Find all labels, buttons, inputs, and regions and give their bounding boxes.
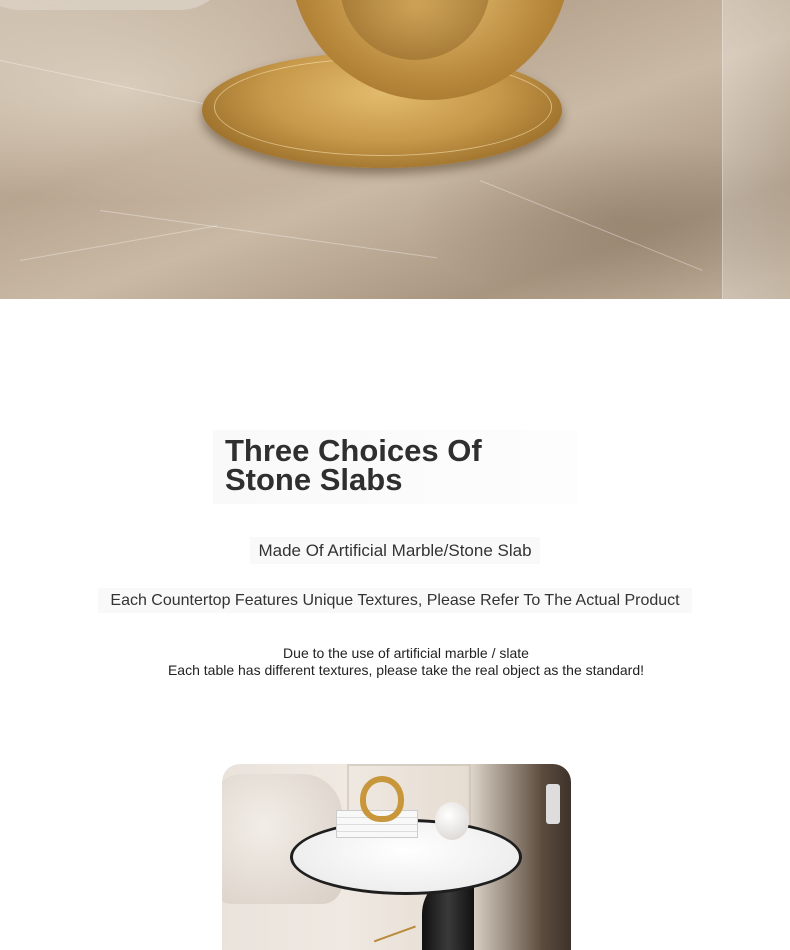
- note-line-1: Due to the use of artificial marble / slate: [283, 645, 529, 661]
- hero-marble-photo: [0, 0, 790, 299]
- note-line-2: Each table has different textures, please take the real object as the standard!: [167, 662, 645, 678]
- product-photo: [222, 764, 571, 950]
- texture-tagline: [0, 592, 790, 610]
- section-title: [225, 433, 565, 497]
- gold-sculpture: [360, 776, 404, 822]
- white-vase: [435, 802, 469, 840]
- subtitle-text: Made Of Artificial Marble/Stone Slab: [250, 537, 539, 564]
- wall-panel: [722, 0, 790, 299]
- title-line-2: Stone Slabs: [225, 462, 403, 497]
- sofa-edge: [0, 0, 230, 10]
- marble-vein: [100, 210, 437, 258]
- marble-vein: [20, 225, 217, 261]
- title-line-1: Three Choices Of: [225, 433, 482, 468]
- material-subtitle: [0, 541, 790, 561]
- tagline-text: Each Countertop Features Unique Textures, Please Refer To The Actual Product: [98, 588, 691, 613]
- marble-vein: [480, 180, 703, 271]
- lamp: [546, 784, 560, 824]
- floor-decor: [374, 925, 426, 950]
